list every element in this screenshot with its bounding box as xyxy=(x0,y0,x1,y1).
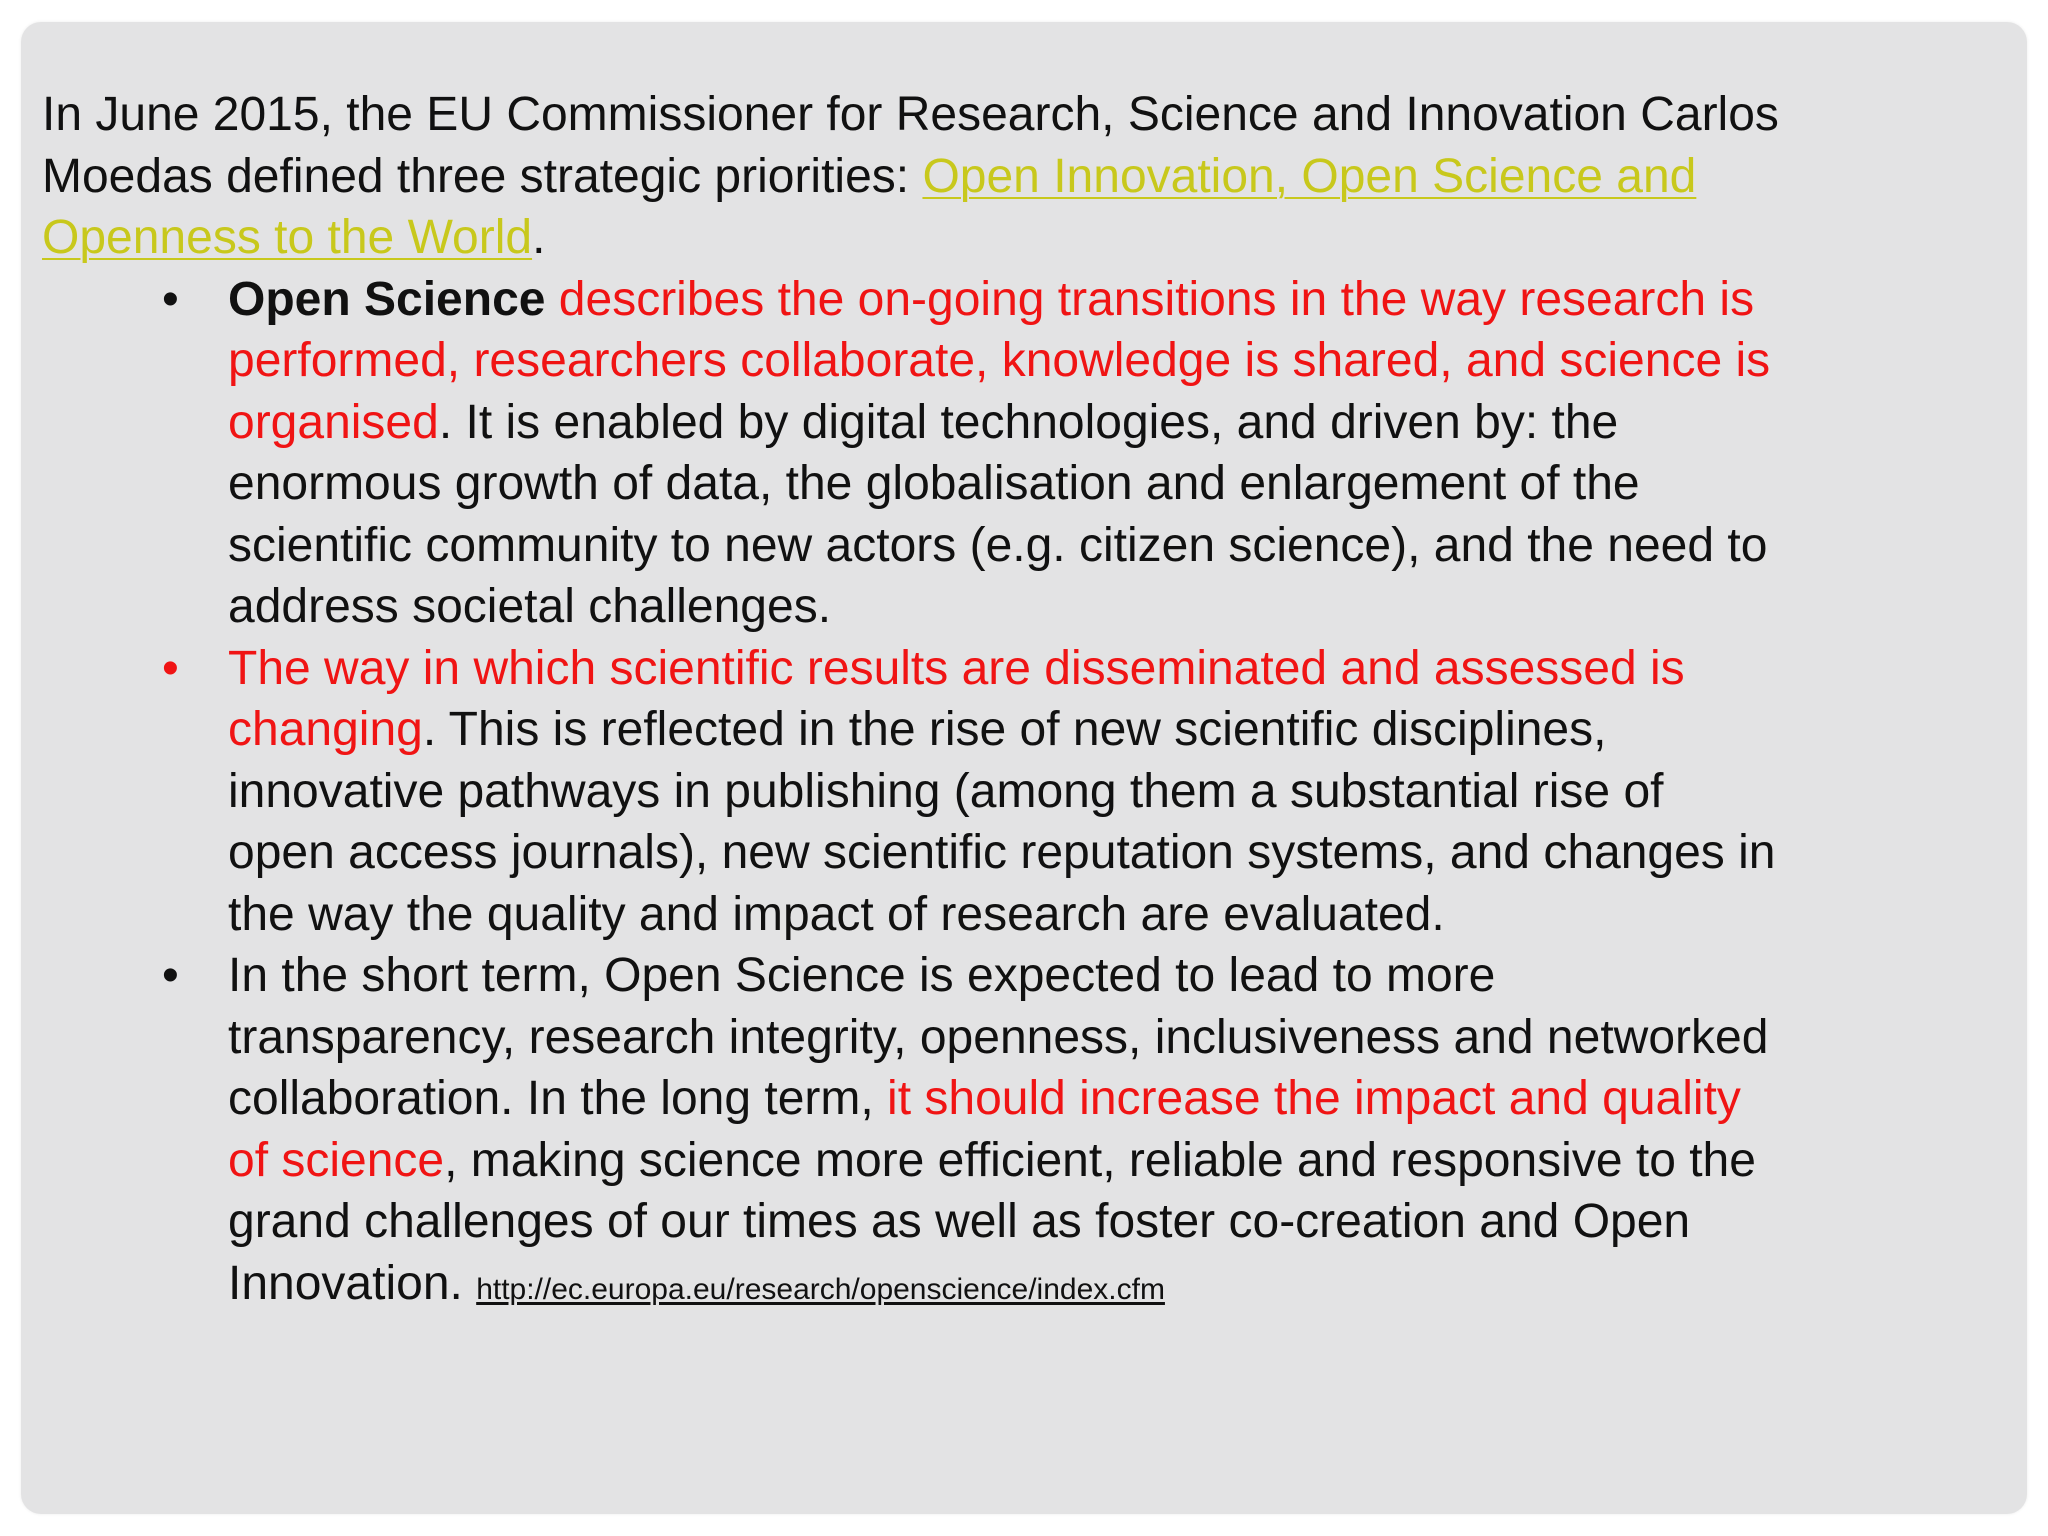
dissemination-statement: The way in which scientific results are disseminated and assessed is changing xyxy=(228,641,1685,756)
impact-intro: In the short term, Open Science is expected to lead to more transparency, research integrity, openness, inclusiveness and networked collaboration. In the long term, xyxy=(228,949,1769,1125)
dissemination-details: . This is reflected in the rise of new scientific disciplines, innovative pathways in publishing (among them a substantial rise of open access journals), new scientific reputation systems, and changes in the way the quality and impact of research are evaluated. xyxy=(228,703,1776,941)
impact-statement: it should increase the impact and quality of science xyxy=(228,1072,1741,1187)
intro-paragraph xyxy=(42,84,2002,269)
source-url-link[interactable]: http://ec.europa.eu/research/openscience/index.cfm xyxy=(476,1272,1165,1306)
list-item-open-science xyxy=(42,269,2002,638)
bullet-marker: • xyxy=(162,641,179,695)
open-science-details: . It is enabled by digital technologies, and driven by: the enormous growth of data, the globalisation and enlargement of the scientific community to new actors (e.g. citizen science), and the need to address societal challenges. xyxy=(228,395,1768,633)
open-science-term: Open Science xyxy=(228,272,546,326)
priorities-link[interactable]: Open Innovation, Open Science and Openness to the World xyxy=(42,149,1697,264)
list-item-impact xyxy=(42,945,2002,1320)
bullet-marker: • xyxy=(162,949,179,1002)
bullet-marker: • xyxy=(162,272,179,326)
slide-content xyxy=(42,84,2002,1320)
list-item-dissemination xyxy=(42,638,2002,946)
impact-details: , making science more efficient, reliable and responsive to the grand challenges of our times as well as foster co-creation and Open Innovation. xyxy=(228,1133,1756,1310)
intro-period: . xyxy=(532,211,546,264)
slide-panel xyxy=(21,22,2027,1514)
intro-text: In June 2015, the EU Commissioner for Research, Science and Innovation Carlos Moedas defined three strategic priorities: xyxy=(42,88,1779,203)
open-science-definition: describes the on-going transitions in the way research is performed, researchers collaborate, knowledge is shared, and science is organised xyxy=(228,272,1771,449)
bullet-list xyxy=(42,269,2002,1321)
